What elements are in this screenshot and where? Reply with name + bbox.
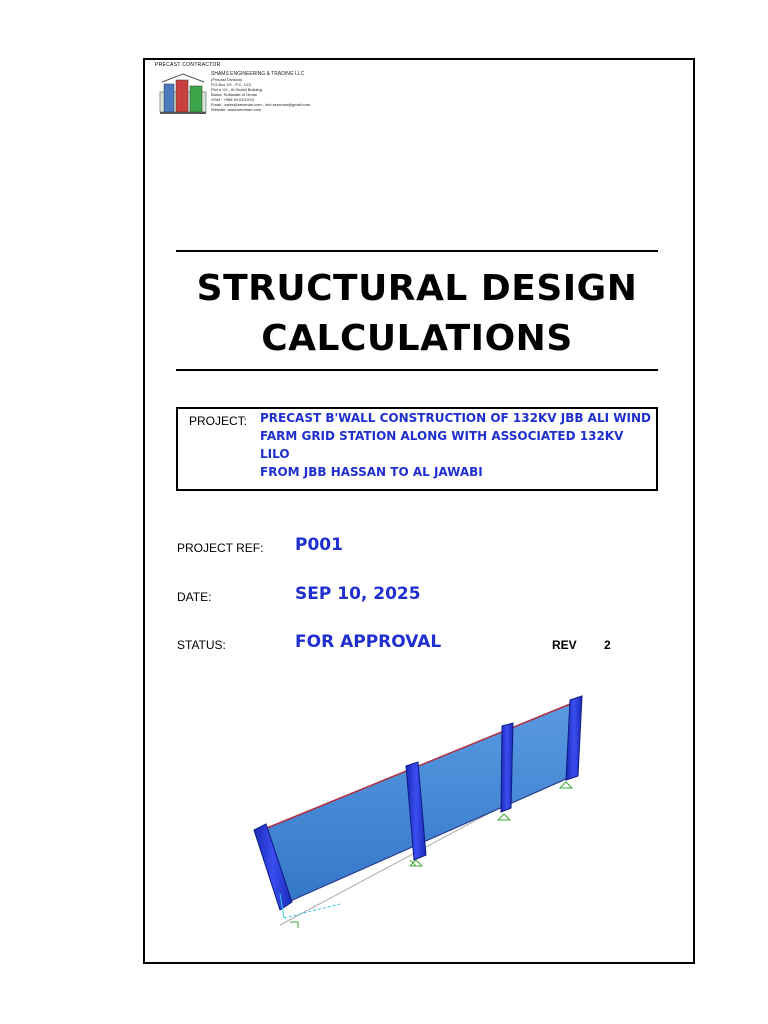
status-label: STATUS: (177, 638, 226, 652)
base-support (290, 922, 298, 928)
document-title (176, 264, 658, 364)
rev-value: 2 (604, 638, 611, 652)
date-label: DATE: (177, 590, 212, 604)
title-top-rule (176, 250, 658, 252)
project-line-3: FROM JBB HASSAN TO AL JAWABI (260, 465, 483, 479)
company-line: GSM : +968 9XXXXXXX (211, 97, 255, 102)
company-line: Email : sales@setoman.com ; info.setoman@gmail.com (211, 102, 311, 107)
building-logo-icon (158, 72, 208, 118)
support-symbol (560, 782, 572, 788)
company-line: Barka, Sultanate of Oman (211, 92, 258, 97)
column (501, 723, 513, 812)
title-line-2: CALCULATIONS (261, 318, 573, 359)
project-label: PROJECT: (189, 414, 248, 428)
company-name: SHAMS ENGINEERING & TRADING LLC (211, 71, 305, 77)
contractor-label: PRECAST CONTRACTOR (155, 62, 221, 68)
company-line: P.O.Box XX - P.C. 1XX (211, 82, 252, 87)
company-logo-block (155, 62, 355, 122)
date-value: SEP 10, 2025 (295, 584, 421, 604)
title-line-1: STRUCTURAL DESIGN (196, 268, 638, 309)
project-box (176, 407, 658, 491)
x-axis-indicator (284, 904, 340, 918)
project-description (260, 409, 655, 481)
project-line-1: PRECAST B'WALL CONSTRUCTION OF 132KV JBB ALI WIND (260, 411, 651, 425)
company-line: (Precast Division) (211, 77, 243, 82)
support-symbol (410, 860, 422, 866)
project-ref-label: PROJECT REF: (177, 541, 264, 555)
title-bottom-rule (176, 369, 658, 371)
company-line: Plot # XX , Al Khabil Building (211, 87, 262, 92)
support-symbol (498, 814, 510, 820)
project-line-2: FARM GRID STATION ALONG WITH ASSOCIATED 132KV LILO (260, 429, 624, 461)
status-value: FOR APPROVAL (295, 632, 442, 652)
company-line: Website: www.setoman.com (211, 107, 262, 112)
rev-label: REV (552, 638, 577, 652)
project-ref-value: P001 (295, 535, 343, 555)
boundary-wall-model-figure (240, 690, 600, 940)
company-details (211, 72, 310, 112)
